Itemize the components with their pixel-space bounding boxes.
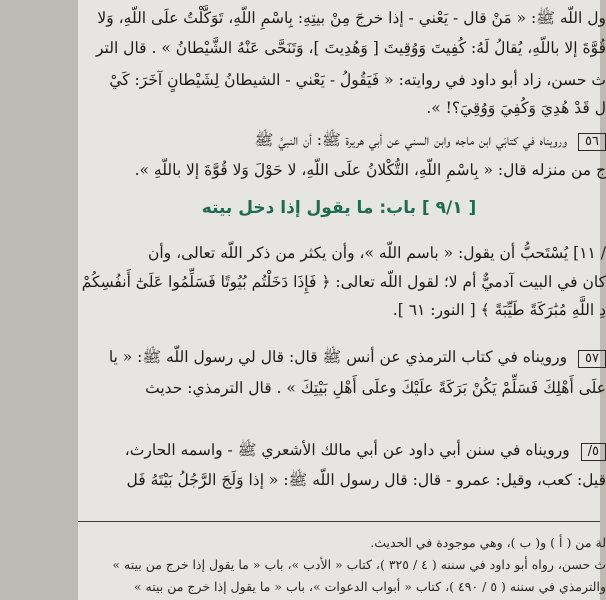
hadith-number: ٥٦ [578, 133, 606, 151]
hadith-58-line [125, 440, 606, 461]
text-line: ل قَدْ هُدِيَ وَكُفِيَ وَوُقِيَ؟! ». [426, 99, 606, 117]
footnote: والترمذي في سننه ( ٥ / ٤٩٠ )، كتاب « أبواب الدعوات »، باب « ما يقول إذا خرج من بيته » [133, 579, 606, 594]
hadith-56-line [255, 130, 606, 151]
text-line: / ١١] يُسْتَحبُّ أن يقول: « باسم اللّه »، وأن يكثر من ذكر اللّه تعالى، وأن [147, 244, 606, 262]
footnote: ث حسن، رواه أبو داود في سننه ( ٤ / ٣٢٥ )، كتاب « الأدب »، باب « ما يقول إذا خرج من بيته » [112, 557, 606, 572]
book-page [78, 0, 606, 600]
hadith-number: ٥/ [581, 443, 606, 461]
text-line: علَى أَهْلِكَ فَسَلِّمْ يَكُنْ بَرَكَةً علَيْكَ وعلَى أَهْلِ بَيْتِكَ » . قال الترمذي: حديث [145, 379, 606, 397]
text-line: دِ اللَّهِ مُبَٰرَكَةً طَيِّبَةً ﴾ [ النور: ٦١ ]. [392, 301, 606, 319]
text-line: ورويناه في كتاب الترمذي عن أنس ﷺ قال: قال لي رسول اللّه ﷺ: « يا [108, 348, 568, 366]
text-line: قيل: كعب، وقيل: عمرو - قال: قال رسول اللّه ﷺ: « إذا وَلَجَ الرَّجُلُ بَيْتَهُ فَل [126, 471, 606, 489]
text-line: ورويناه في سنن أبي داود عن أبي مالك الأشعري ﷺ - واسمه الحارث، [124, 441, 570, 459]
footnote-divider [78, 521, 600, 522]
text-line: ج من منزله قال: « بِاسْمِ اللّهِ، التُّكْلانُ علَى اللّهِ، لا حَوْلَ وَلا قُوَّةَ إلا باللّهِ ». [134, 161, 606, 179]
chapter-title: باب: ما يقول إذا دخل بيته [201, 198, 416, 218]
chapter-heading [78, 198, 600, 218]
text-line: ول اللّه ﷺ: « مَنْ قال - يَعْني - إذا خرجَ مِنْ بيتِهِ: بِاسْمِ اللّهِ، تَوَكَّلْتُ علَى اللّهِ، وَلا [97, 9, 606, 27]
hadith-number: ٥٧ [578, 350, 606, 368]
chapter-number: [ ٩/١ ] [421, 198, 477, 218]
text-line: قُوَّةَ إلا باللّهِ، يُقالُ لَهُ: كُفِيتَ وَوُقِيتَ [ وَهُدِيتَ ]، وَتَنَحَّى عَنْهُ الشَّيْطانُ » . قال التر [96, 39, 606, 57]
text-line: ورويناه في كتابَي ابن ماجه وابن السني عن أبي هريرة ﷺ: أن النبيَّ ﷺ [254, 131, 568, 149]
hadith-57-line [109, 347, 606, 368]
text-line: كان في البيت آدميٌّ أم لا؛ لقول اللّه تعالى: ﴿ فَإِذَا دَخَلْتُم بُيُوتًا فَسَلِّمُوا عَلَىٰٓ أَنفُسِكُمْ [81, 273, 606, 291]
text-line: ث حسن، زاد أبو داود في روايته: « فَيَقُولُ - يَعْني - الشيطانُ لِشَيْطانٍ آخَرَ: كَيْ [109, 71, 606, 89]
footnote: لة من ( أ ) و( ب )، وهي موجودة في الحديث. [370, 535, 606, 550]
